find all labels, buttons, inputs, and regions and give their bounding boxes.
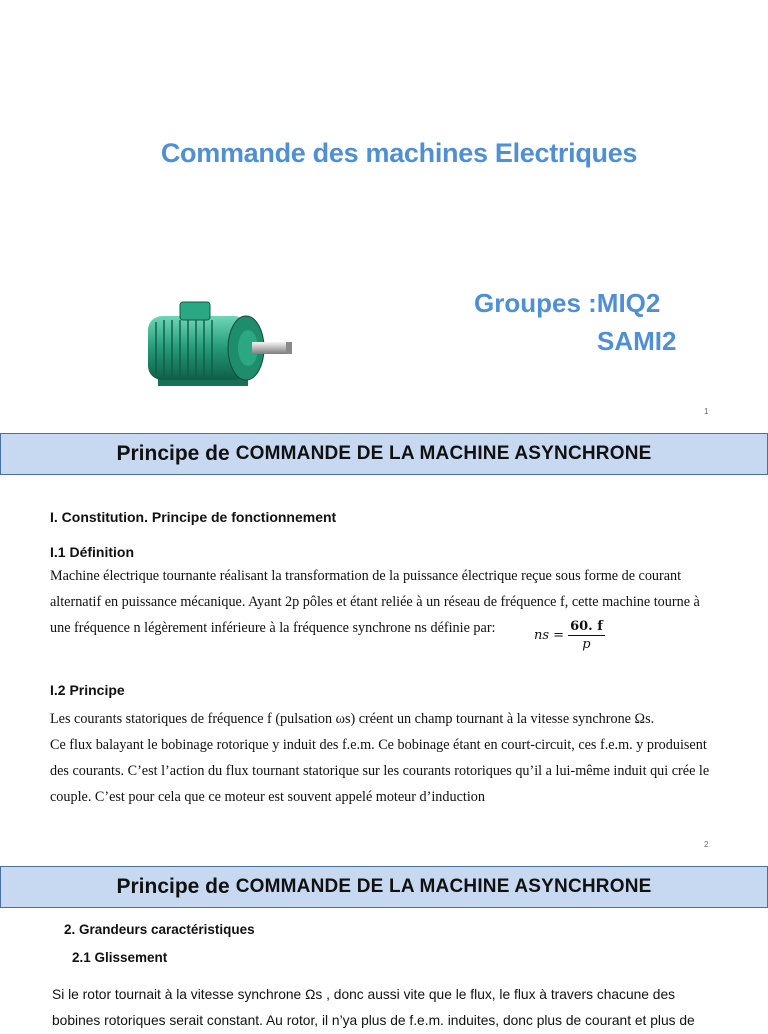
slip-line: bobines rotoriques serait constant. Au rotor, il n’ya plus de f.e.m. induites, donc plus de courant et plus de bbox=[52, 1013, 695, 1028]
slip-heading: 2.1 Glissement bbox=[72, 950, 168, 965]
definition-line: alternatif en puissance mécanique. Ayant 2p pôles et étant reliée à un réseau de fréquence f, cette machine tourne à bbox=[50, 594, 700, 610]
formula-fraction bbox=[568, 619, 605, 652]
principle-paragraph bbox=[50, 706, 762, 810]
groups-line-2: SAMI2 bbox=[597, 326, 677, 356]
band-lead: Principe de bbox=[116, 442, 230, 465]
synchronous-speed-formula bbox=[534, 619, 605, 652]
definition-line: Machine électrique tournante réalisant la transformation de la puissance électrique reçue sous forme de courant bbox=[50, 568, 682, 584]
band-rest: COMMANDE DE LA MACHINE ASYNCHRONE bbox=[235, 443, 652, 464]
principle-line: couple. C’est pour cela que ce moteur est souvent appelé moteur d’induction bbox=[50, 789, 485, 805]
page-number-1: 1 bbox=[704, 407, 709, 416]
formula-lhs: ns = bbox=[534, 628, 565, 643]
section-heading: I. Constitution. Principe de fonctionnement bbox=[50, 509, 337, 525]
definition-line: une fréquence n légèrement inférieure à la fréquence synchrone ns définie par: bbox=[50, 620, 496, 636]
electric-motor-illustration bbox=[136, 296, 302, 398]
principle-line: Ce flux balayant le bobinage rotorique y induit des f.e.m. Ce bobinage étant en court-circuit, ces f.e.m. y produisent bbox=[50, 737, 707, 753]
slip-paragraph bbox=[52, 982, 752, 1034]
groups-line-1: Groupes :MIQ2 bbox=[474, 288, 661, 318]
slip-line: Si le rotor tournait à la vitesse synchrone Ωs , donc aussi vite que le flux, le flux à travers chacune des bbox=[52, 987, 676, 1002]
formula-numerator: 60. f bbox=[570, 619, 603, 634]
slide3-header-band bbox=[0, 866, 768, 908]
definition-heading: I.1 Définition bbox=[50, 544, 134, 560]
slide2-header-band bbox=[0, 433, 768, 475]
band-rest: COMMANDE DE LA MACHINE ASYNCHRONE bbox=[235, 876, 652, 897]
definition-paragraph bbox=[50, 563, 750, 641]
characteristics-heading: 2. Grandeurs caractéristiques bbox=[64, 922, 255, 937]
principle-heading: I.2 Principe bbox=[50, 682, 125, 698]
principle-line: Les courants statoriques de fréquence f (pulsation ωs) créent un champ tournant à la vitesse synchrone Ωs. bbox=[50, 711, 655, 727]
principle-line: des courants. C’est l’action du flux tournant statorique sur les courants rotoriques qu’il a lui-même induit qui crée le bbox=[50, 763, 710, 779]
slide-title: Commande des machines Electriques bbox=[160, 138, 638, 168]
band-lead: Principe de bbox=[116, 875, 230, 898]
page-number-2: 2 bbox=[704, 840, 709, 849]
formula-denominator: p bbox=[582, 637, 591, 652]
